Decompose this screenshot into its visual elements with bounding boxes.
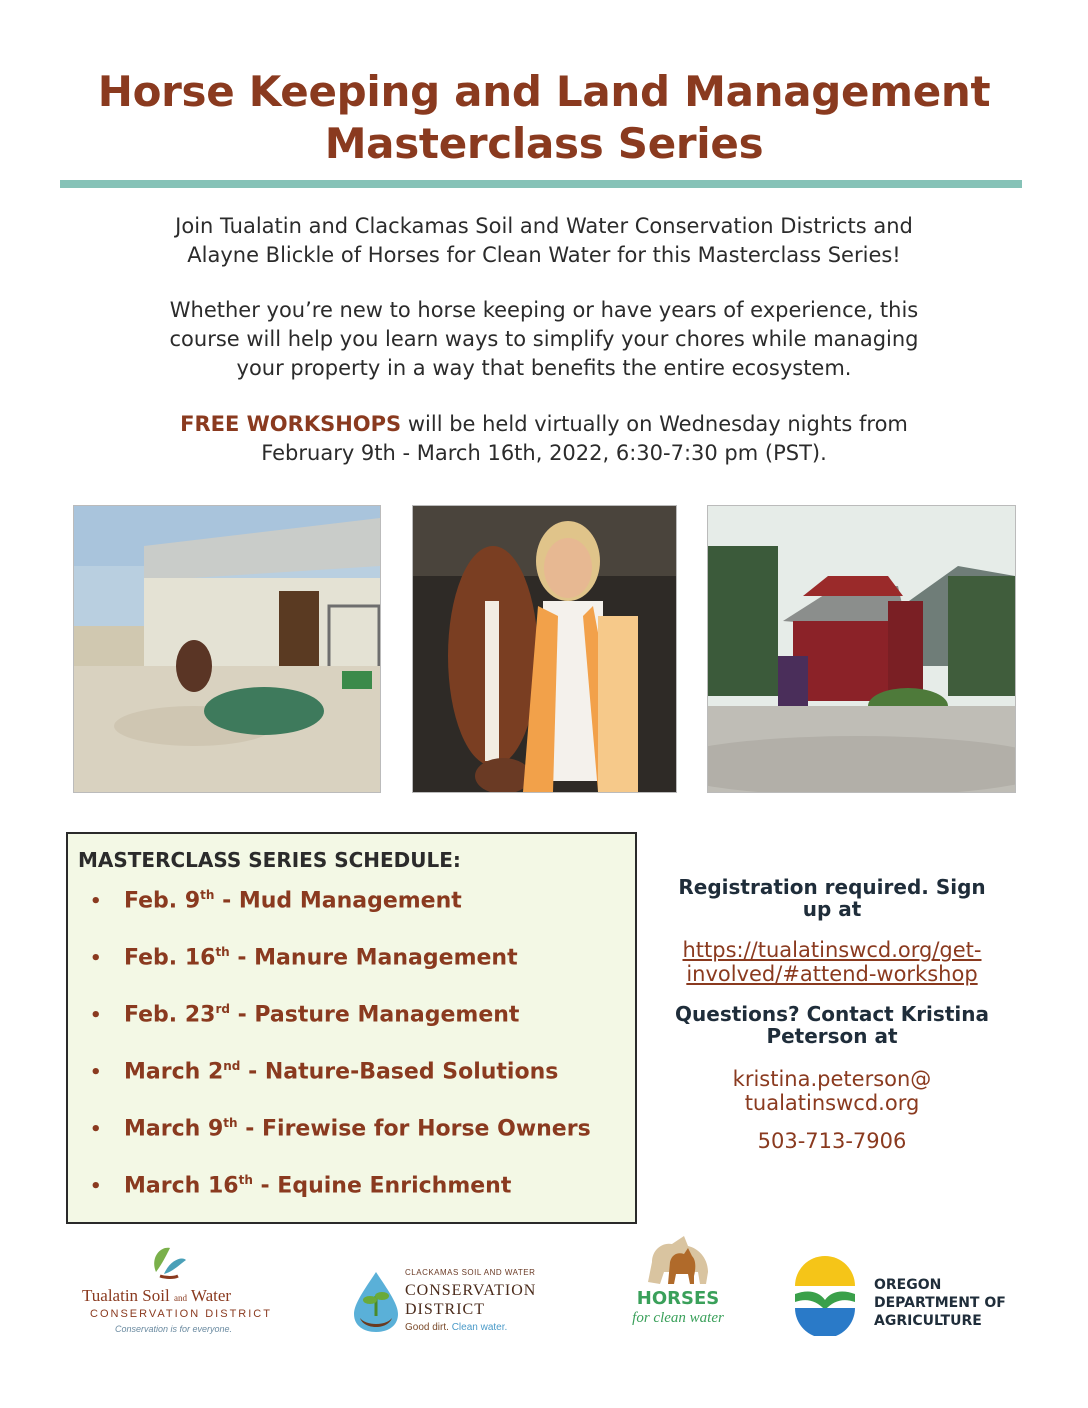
intro-text: your property in a way that benefits the entire ecosystem. (236, 356, 852, 380)
phone-text: 503-713-7906 (757, 1129, 907, 1153)
contact-phone (640, 1129, 1024, 1153)
intro-text: Alayne Blickle of Horses for Clean Water for this Masterclass Series! (187, 243, 901, 267)
schedule-item (90, 1059, 558, 1084)
sun-field-icon (792, 1250, 858, 1336)
tualatin-name (82, 1286, 231, 1306)
intro-text: February 9th - March 16th, 2022, 6:30-7:30 pm (PST). (261, 441, 827, 465)
title-line-1: Horse Keeping and Land Management (97, 67, 991, 116)
schedule-date: Feb. 16 (124, 945, 216, 971)
schedule-date: Feb. 9 (124, 888, 201, 914)
photo-woman-with-horse (412, 505, 677, 793)
intro-paragraph-1 (60, 212, 1028, 270)
registration-heading (640, 876, 1024, 920)
date-suffix: th (200, 888, 215, 902)
page-title (40, 66, 1048, 170)
schedule-date: Feb. 23 (124, 1002, 216, 1028)
tualatin-swcd-logo (80, 1242, 270, 1338)
tualatin-subtitle: CONSERVATION DISTRICT (90, 1308, 272, 1320)
leaf-icon (148, 1242, 188, 1282)
tualatin-name-part: Water (186, 1286, 232, 1305)
horses-name: HORSES (636, 1288, 720, 1309)
schedule-date: March 16 (124, 1173, 239, 1199)
schedule-heading: MASTERCLASS SERIES SCHEDULE: (78, 848, 461, 872)
schedule-topic: - Manure Management (229, 945, 518, 971)
title-divider (60, 180, 1022, 188)
intro-text: Join Tualatin and Clackamas Soil and Water Conservation Districts and (175, 214, 913, 238)
bullet-icon: • (90, 1005, 102, 1027)
bullet-icon: • (90, 891, 102, 913)
clackamas-name: DISTRICT (405, 1301, 485, 1318)
clackamas-tagline (405, 1322, 507, 1333)
oregon-dept-agriculture-logo (792, 1250, 1012, 1340)
bullet-icon: • (90, 948, 102, 970)
date-suffix: nd (223, 1059, 241, 1073)
schedule-topic: - Pasture Management (229, 1002, 520, 1028)
bullet-icon: • (90, 1119, 102, 1141)
intro-paragraph-2 (60, 296, 1028, 383)
schedule-item (90, 888, 462, 913)
clackamas-tag-part: Good dirt. (405, 1322, 449, 1333)
title-line-2: Masterclass Series (324, 119, 764, 168)
schedule-topic: - Nature-Based Solutions (240, 1059, 559, 1085)
tualatin-name-part: Tualatin Soil (82, 1286, 174, 1305)
email-text[interactable]: tualatinswcd.org (744, 1091, 920, 1115)
registration-text: up at (802, 897, 862, 921)
schedule-box (66, 832, 637, 1224)
oda-text: AGRICULTURE (874, 1313, 982, 1329)
schedule-topic: - Firewise for Horse Owners (237, 1116, 591, 1142)
intro-text: Whether you’re new to horse keeping or have years of experience, this (169, 298, 919, 322)
schedule-date: March 2 (124, 1059, 224, 1085)
contact-email[interactable] (640, 1067, 1024, 1115)
date-suffix: th (238, 1173, 253, 1187)
contact-text: Questions? Contact Kristina (675, 1002, 989, 1026)
horse-icon (638, 1232, 718, 1286)
registration-link[interactable] (640, 938, 1024, 986)
clackamas-swcd-logo (350, 1268, 550, 1340)
registration-text: Registration required. Sign (678, 875, 986, 899)
oda-text: DEPARTMENT OF (874, 1295, 1006, 1311)
date-suffix: th (223, 1116, 238, 1130)
bullet-icon: • (90, 1176, 102, 1198)
date-suffix: rd (215, 1002, 230, 1016)
free-workshops-label: FREE WORKSHOPS (180, 412, 402, 436)
email-text[interactable]: kristina.peterson@ (732, 1067, 932, 1091)
registration-link-text[interactable]: involved/#attend-workshop (686, 962, 978, 986)
water-drop-icon (350, 1270, 402, 1334)
schedule-topic: - Mud Management (214, 888, 462, 914)
schedule-item (90, 1116, 591, 1141)
horses-tagline: for clean water (632, 1310, 724, 1326)
date-suffix: th (215, 945, 230, 959)
bullet-icon: • (90, 1062, 102, 1084)
schedule-item (90, 945, 518, 970)
intro-text: course will help you learn ways to simplify your chores while managing (169, 327, 919, 351)
schedule-item (90, 1173, 511, 1198)
contact-text: Peterson at (766, 1024, 898, 1048)
clackamas-name: CONSERVATION (405, 1282, 537, 1299)
contact-heading (640, 1003, 1024, 1047)
clackamas-tag-part: Clean water. (448, 1322, 508, 1333)
horses-for-clean-water-logo (618, 1232, 738, 1340)
photo-horse-in-paddock (73, 505, 381, 793)
schedule-item (90, 1002, 519, 1027)
registration-link-text[interactable]: https://tualatinswcd.org/get- (682, 938, 982, 962)
intro-text: will be held virtually on Wednesday nights from (401, 412, 908, 436)
oda-text: OREGON (874, 1277, 942, 1293)
schedule-topic: - Equine Enrichment (252, 1173, 512, 1199)
photo-red-barn (707, 505, 1016, 793)
tualatin-name-part: and (173, 1293, 187, 1303)
schedule-date: March 9 (124, 1116, 224, 1142)
clackamas-top-text: CLACKAMAS SOIL AND WATER (405, 1268, 536, 1277)
intro-paragraph-3 (60, 410, 1028, 468)
tualatin-tagline: Conservation is for everyone. (115, 1324, 233, 1334)
